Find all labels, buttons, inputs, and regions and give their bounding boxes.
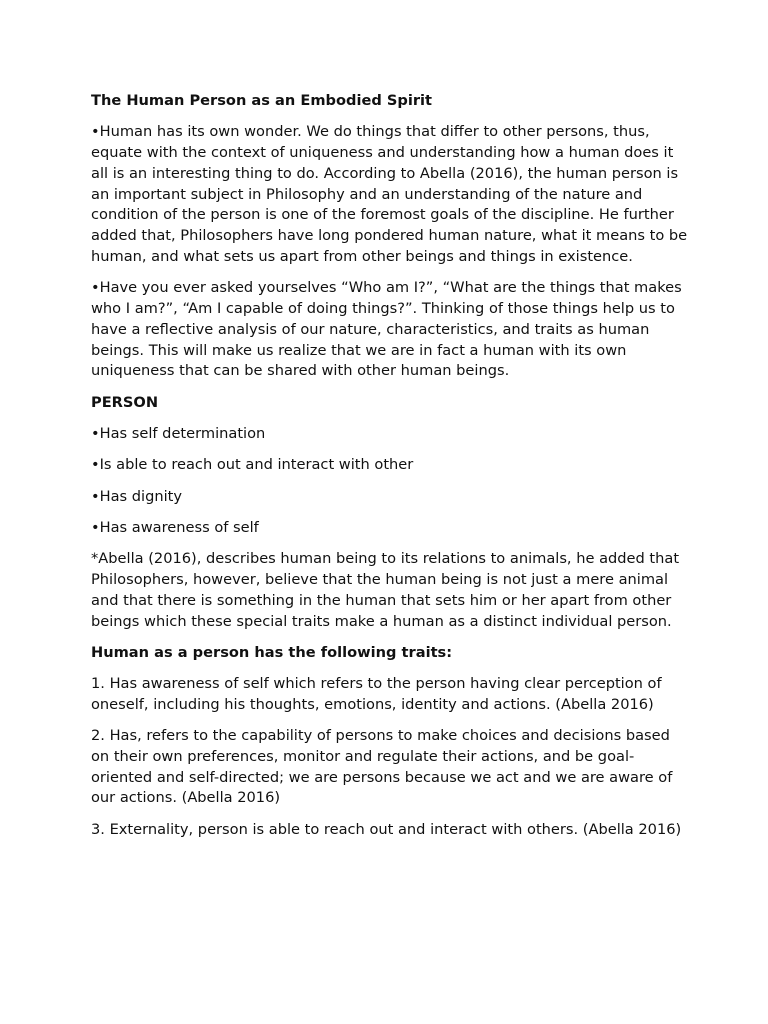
person-item: •Has awareness of self	[91, 518, 259, 536]
person-item: •Is able to reach out and interact with other	[91, 456, 414, 474]
trait-item: 3. Externality, person is able to reach out and interact with others. (Abella 2016)	[91, 820, 682, 838]
abella-paragraph: *Abella (2016), describes human being to its relations to animals, he added that Philosophers, however, believe that the human being is not just a mere animal and that there is something in the human that sets him or her apart from other beings which these special traits make a human as a distinct individual person.	[91, 550, 680, 630]
document-title: The Human Person as an Embodied Spirit	[91, 92, 433, 109]
person-item: •Has self determination	[91, 424, 266, 442]
person-heading: PERSON	[91, 393, 159, 411]
intro-paragraph-1: •Human has its own wonder. We do things that differ to other persons, thus, equate with the context of uniqueness and understanding how a human does it all is an interesting thing to do. According to Abella (2016), the human person is an important subject in Philosophy and an understanding of the nature and condition of the person is one of the foremost goals of the discipline. He further added that, Philosophers have long pondered human nature, what it means to be human, and what sets us apart from other beings and things in existence.	[91, 123, 688, 265]
document-page	[91, 91, 691, 851]
trait-item: 2. Has, refers to the capability of persons to make choices and decisions based on their own preferences, monitor and regulate their actions, and be goal- oriented and self-directed; we are persons because we act and we are aware of our actions. (Abella 2016)	[91, 727, 673, 807]
person-item: •Has dignity	[91, 487, 183, 505]
traits-heading: Human as a person has the following traits:	[91, 643, 453, 661]
trait-item: 1. Has awareness of self which refers to the person having clear perception of oneself, including his thoughts, emotions, identity and actions. (Abella 2016)	[91, 675, 662, 713]
intro-paragraph-2: •Have you ever asked yourselves “Who am I?”, “What are the things that makes who I am?”, “Am I capable of doing things?”. Thinking of those things help us to have a reflective analysis of our nature, characteristics, and traits as human beings. This will make us realize that we are in fact a human with its own uniqueness that can be shared with other human beings.	[91, 279, 682, 380]
